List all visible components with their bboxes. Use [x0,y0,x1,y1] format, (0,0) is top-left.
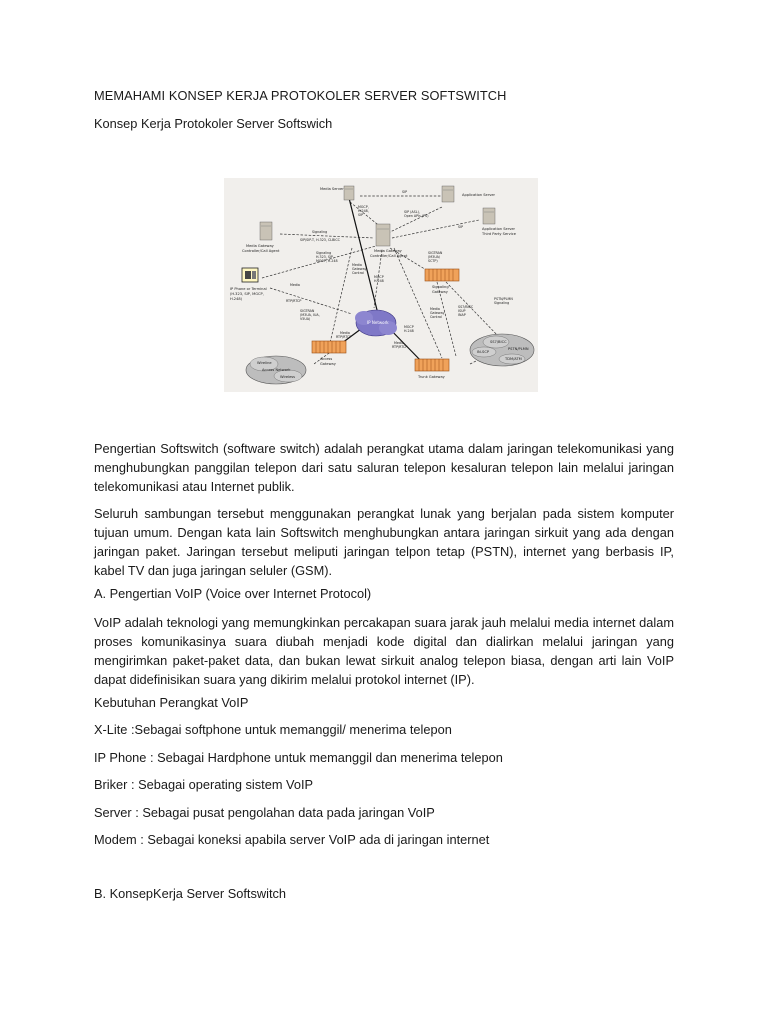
svg-text:SIP: SIP [358,213,364,217]
paragraph-voip-definition: VoIP adalah teknologi yang memungkinkan percakapan suara jarak jauh melalui media internet dalam proses komunikasinya suara diubah menjadi kode digital dan dialirkan melalui jaringan yang mengirimkan paket-paket data, dan bukan lewat sirkuit analog telepon biasa, dengan arti lain VoIP dapat didefinisikan suara yang dikirim melalui protokol internet (IP). [94,615,674,687]
svg-text:Gateway: Gateway [430,311,445,315]
svg-text:Gateway: Gateway [352,267,367,271]
svg-text:PSTN/PLMN: PSTN/PLMN [494,297,513,301]
svg-text:Controller/Call Agent: Controller/Call Agent [242,249,280,253]
section-heading-a: A. Pengertian VoIP (Voice over Internet Protocol) [94,586,372,601]
svg-text:Media Gateway: Media Gateway [246,244,274,248]
svg-text:SS7/BICC: SS7/BICC [458,305,474,309]
list-item-modem: Modem : Sebagai koneksi apabila server VoIP ada di jaringan internet [94,832,490,847]
ip-phone-icon [242,268,258,282]
svg-text:RTP/RTCP: RTP/RTCP [336,335,352,339]
svg-text:SIGTRAN: SIGTRAN [428,251,443,255]
svg-text:Control: Control [430,315,442,319]
svg-text:SCTP): SCTP) [428,259,438,263]
svg-text:Signaling: Signaling [316,251,332,255]
svg-text:IN-SCP: IN-SCP [477,350,490,354]
svg-text:Media Server: Media Server [320,187,344,191]
svg-text:H.248): H.248) [230,297,243,301]
svg-text:Trunk Gateway: Trunk Gateway [418,375,445,379]
list-item-server: Server : Sebagai pusat pengolahan data pada jaringan VoIP [94,805,435,820]
svg-text:Media: Media [340,331,350,335]
signaling-gateway-icon [425,269,459,281]
server-icon [442,186,454,202]
list-item-briker: Briker : Sebagai operating sistem VoIP [94,777,314,792]
svg-text:Media: Media [394,341,404,345]
svg-text:INAP: INAP [458,313,466,317]
svg-text:(M3UA/: (M3UA/ [428,255,441,259]
paragraph-softswitch-definition: Pengertian Softswitch (software switch) adalah perangkat utama dalam jaringan telekomunikasi yang menghubungkan panggilan telepon dari satu saluran telepon kesaluran telepon lain melalui jaringan telekomunikasi atau Internet publik. [94,441,674,494]
access-network-cloud [246,356,306,384]
svg-text:Gateway: Gateway [432,290,448,294]
svg-text:Open APIs (PS): Open APIs (PS) [404,214,429,218]
section-heading-b: B. KonsepKerja Server Softswitch [94,886,287,901]
access-gateway-icon [312,341,346,353]
svg-text:H.248: H.248 [404,329,414,333]
voip-requirements-heading: Kebutuhan Perangkat VoIP [94,695,249,710]
list-item-xlite: X-Lite :Sebagai softphone untuk memanggil/ menerima telepon [94,722,452,737]
svg-text:V5UA): V5UA) [300,317,311,321]
svg-text:Gateway: Gateway [320,362,336,366]
svg-text:(H.323, SIP, MGCP,: (H.323, SIP, MGCP, [230,292,264,296]
trunk-gateway-icon [415,359,449,371]
server-icon [344,186,354,200]
svg-text:H.248: H.248 [374,279,384,283]
svg-text:RTP/RTCP: RTP/RTCP [286,299,302,303]
ip-network-label: IP Network [367,320,389,325]
svg-text:Third Party Service: Third Party Service [482,232,516,236]
svg-text:SIP/SIP-T, H.323, CLBICC: SIP/SIP-T, H.323, CLBICC [300,238,340,242]
svg-text:ISUP: ISUP [458,309,466,313]
list-item-ip-phone: IP Phone : Sebagai Hardphone untuk memanggil dan menerima telepon [94,750,503,765]
svg-text:IP Phone or Terminal: IP Phone or Terminal [230,287,267,291]
svg-text:TDM/ATM: TDM/ATM [505,357,522,361]
svg-text:Application Server: Application Server [482,227,516,231]
svg-text:H.248,: H.248, [358,209,369,213]
svg-text:Signaling: Signaling [494,301,510,305]
page-title: MEMAHAMI KONSEP KERJA PROTOKOLER SERVER SOFTSWITCH [94,88,507,103]
svg-text:Wireless: Wireless [280,375,296,379]
ip-network-cloud [355,310,397,336]
svg-text:PSTN/PLMN: PSTN/PLMN [508,347,529,351]
svg-text:Signaling: Signaling [312,230,328,234]
svg-text:H.323, SIP,: H.323, SIP, [316,255,334,259]
svg-text:SIP (ASL),: SIP (ASL), [404,210,420,214]
server-icon [376,224,390,246]
svg-text:Media Gateway: Media Gateway [374,249,402,253]
svg-text:MGCP,: MGCP, [358,205,369,209]
svg-text:Control: Control [352,271,364,275]
svg-text:Access: Access [320,357,333,361]
svg-text:SIP: SIP [458,225,464,229]
svg-text:Controller/Call Agent: Controller/Call Agent [370,254,408,258]
svg-text:Media: Media [430,307,440,311]
svg-text:Media: Media [352,263,362,267]
svg-text:Wireline: Wireline [257,361,272,365]
page-subtitle: Konsep Kerja Protokoler Server Softswich [94,116,333,131]
svg-text:SIGTRAN: SIGTRAN [300,309,315,313]
softswitch-diagram [224,178,538,392]
svg-text:RTP/RTCP: RTP/RTCP [392,345,408,349]
svg-text:MGCP, H.248: MGCP, H.248 [316,259,338,263]
svg-text:MGCP: MGCP [374,275,384,279]
server-icon [260,222,272,240]
pstn-cloud [470,334,534,366]
svg-text:Signaling: Signaling [432,285,449,289]
edge-labels [286,190,513,349]
svg-text:SS7/BICC: SS7/BICC [490,340,507,344]
server-icon [483,208,495,224]
svg-text:MGCP: MGCP [404,325,414,329]
svg-text:(M3UA, IUA,: (M3UA, IUA, [300,313,320,317]
svg-text:Media: Media [290,283,300,287]
svg-text:Access Network: Access Network [262,368,291,372]
paragraph-softswitch-networks: Seluruh sambungan tersebut menggunakan perangkat lunak yang berjalan pada sistem komputer tujuan umum. Dengan kata lain Softswitch menghubungkan antara jaringan sirkuit yang ada dengan jaringan paket. Jaringan tersebut meliputi jaringan telpon tetap (PSTN), internet yang berbasis IP, kabel TV dan juga jaringan seluler (GSM). [94,506,674,578]
svg-text:Application Server: Application Server [462,193,496,197]
svg-text:SIP: SIP [402,190,408,194]
